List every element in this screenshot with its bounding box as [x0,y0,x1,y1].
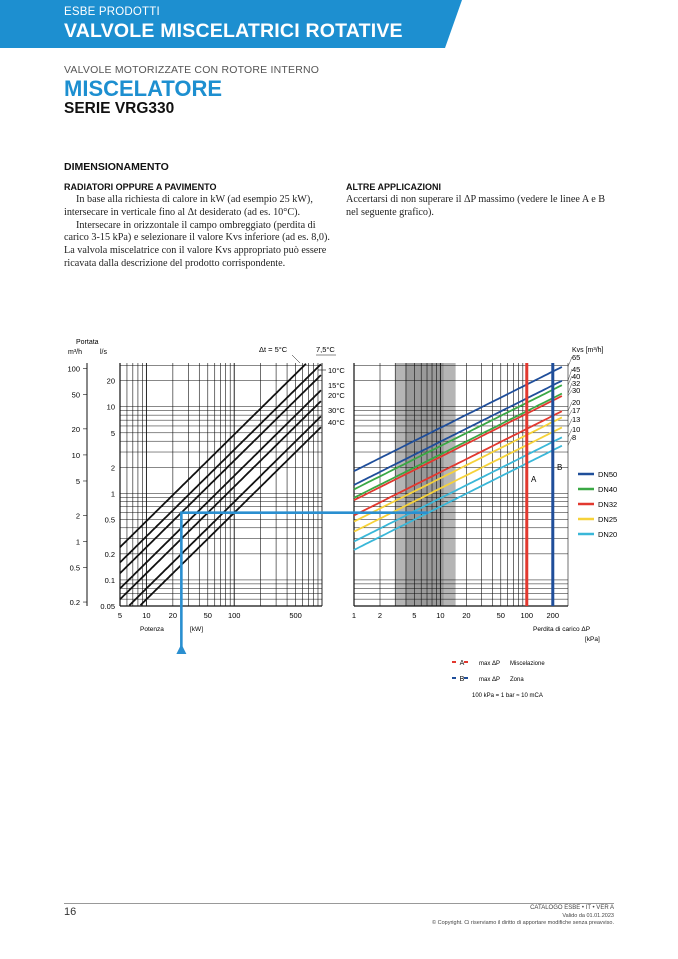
y-tick-m3h: 100 [67,364,80,374]
y-tick-m3h: 50 [71,390,80,400]
dt-label: 15°C [328,381,345,390]
product-title: MISCELATORE [64,76,223,101]
limit-label-A: A [531,475,537,484]
dt-header: Δt = 5°C [259,345,288,354]
legend-label-DN32: DN32 [598,500,618,509]
right-x-tick: 20 [462,611,471,620]
kvs-line-8 [354,446,562,550]
footer-valid: Valido da 01.01.2023 [562,913,614,919]
left-paragraph-1: In base alla richiesta di calore in kW (ad esempio 25 kW), intersecare in verticale fino al Δt desiderato (ad es. 10°C). [64,194,313,218]
note-a-label: A [459,660,465,667]
kvs-label: 17 [572,406,581,415]
left-paragraph-2: Intersecare in orizzontale il campo ombreggiato (perdita di carico 3-15 kPa) e selezionare il valore Kvs inferiore (ad es. 8,0). La valvola miscelatrice con il valore Kvs appropriato può essere ricavata dalla descrizione del prodotto corrispondente. [64,219,330,269]
note-b-label: B [459,676,465,683]
x-tick: 5 [117,611,123,620]
kvs-label: 32 [572,379,581,388]
kvs-label: 13 [572,415,581,424]
right-x-unit: [kPa] [585,636,600,643]
legend-label-DN50: DN50 [598,470,618,479]
footer-rule [64,903,614,904]
right-x-title: Perdita di carico ΔP [533,626,591,633]
kvs-label: 45 [572,365,581,374]
header-title: VALVOLE MISCELATRICI ROTATIVE [64,20,403,42]
y-axis-title: Portata [76,339,99,346]
right-x-tick: 2 [377,611,383,620]
x-tick: 100 [227,611,241,620]
left-column-heading: RADIATORI OPPURE A PAVIMENTO [64,182,217,192]
kvs-header: Kvs [m³/h] [572,347,604,354]
example-line [181,513,428,648]
y-tick-m3h: 0.2 [69,598,80,608]
right-column-heading: ALTRE APPLICAZIONI [346,182,441,192]
legend-label-DN40: DN40 [598,485,618,494]
y-tick-ls: 10 [106,402,115,412]
dt-label: 20°C [328,391,345,400]
right-x-tick: 5 [412,611,417,620]
dt-label: 40°C [328,418,345,427]
kvs-label: 20 [572,398,581,407]
footer-copyright: © Copyright. Ci riserviamo il diritto di apportare modifiche senza preavviso. [432,920,614,926]
section-heading: DIMENSIONAMENTO [64,161,169,173]
page-number: 16 [64,906,77,918]
power-flow-chart [67,339,345,633]
y-tick-m3h: 1 [75,537,80,547]
note-a-desc: max ΔP [479,661,501,667]
y-tick-ls: 5 [110,428,115,438]
x-axis-unit: [kW] [190,626,203,633]
chart-notes [452,660,545,699]
kvs-label: 65 [572,353,581,362]
y-unit-ls: l/s [100,349,107,356]
x-tick: 50 [203,611,212,620]
right-x-tick: 200 [546,611,560,620]
x-tick: 20 [168,611,178,620]
y-tick-ls: 2 [110,463,115,473]
kvs-line-40 [354,385,562,489]
right-x-tick: 1 [351,611,357,620]
limit-label-B: B [557,463,563,472]
right-x-tick: 50 [496,611,505,620]
note-conversion: 100 kPa = 1 bar ≈ 10 mCA [472,693,543,699]
dt-header-2: 7,5°C [316,345,335,354]
legend-label-DN20: DN20 [598,530,618,539]
right-paragraph-1: Accertarsi di non superare il ΔP massimo (vedere le linee A e B nel seguente grafico). [346,194,606,218]
right-x-tick: 100 [520,611,534,620]
right-x-tick: 10 [436,611,445,620]
y-tick-ls: 0.1 [104,575,115,585]
note-b-sub: Zona [510,677,524,683]
y-tick-ls: 0.2 [104,549,115,559]
x-tick: 500 [289,611,302,620]
y-tick-ls: 0.05 [100,602,115,611]
kvs-line-65 [354,367,562,471]
product-series: SERIE VRG330 [64,100,175,117]
y-tick-m3h: 2 [75,511,80,521]
note-b-desc: max ΔP [479,677,501,683]
kvs-label: 8 [572,433,577,442]
note-a-sub: Miscelazione [510,661,545,667]
product-subtitle: VALVOLE MOTORIZZATE CON ROTORE INTERNO [64,64,320,76]
dt-label: 30°C [328,406,345,415]
y-tick-ls: 0.5 [104,515,115,525]
kvs-label: 40 [572,372,581,381]
kvs-label: 10 [572,425,581,434]
kvs-line-20 [354,411,562,515]
kvs-line-10 [354,437,562,541]
shaded-zone-core [405,363,443,606]
x-tick: 10 [142,611,151,620]
x-axis-title: Potenza [140,626,164,633]
y-tick-m3h: 5 [75,476,80,486]
header-category: ESBE PRODOTTI [64,6,160,18]
kvs-line-30 [354,396,562,500]
y-tick-m3h: 0.5 [69,563,80,573]
y-tick-ls: 1 [110,489,115,499]
legend-label-DN25: DN25 [598,515,618,524]
dt-header-leader [292,355,300,363]
footer-catalog: CATALOGO ESBE • IT • VER A [530,905,614,911]
dt-label: 10°C [328,366,345,375]
pressure-kvs-chart [352,347,617,643]
y-unit-m3h: m³/h [68,349,82,356]
example-arrow [176,644,186,654]
y-tick-ls: 20 [106,376,115,386]
dt-line-0 [120,364,306,548]
y-tick-m3h: 10 [71,450,80,460]
kvs-label: 30 [572,386,581,395]
y-tick-m3h: 20 [71,424,80,434]
